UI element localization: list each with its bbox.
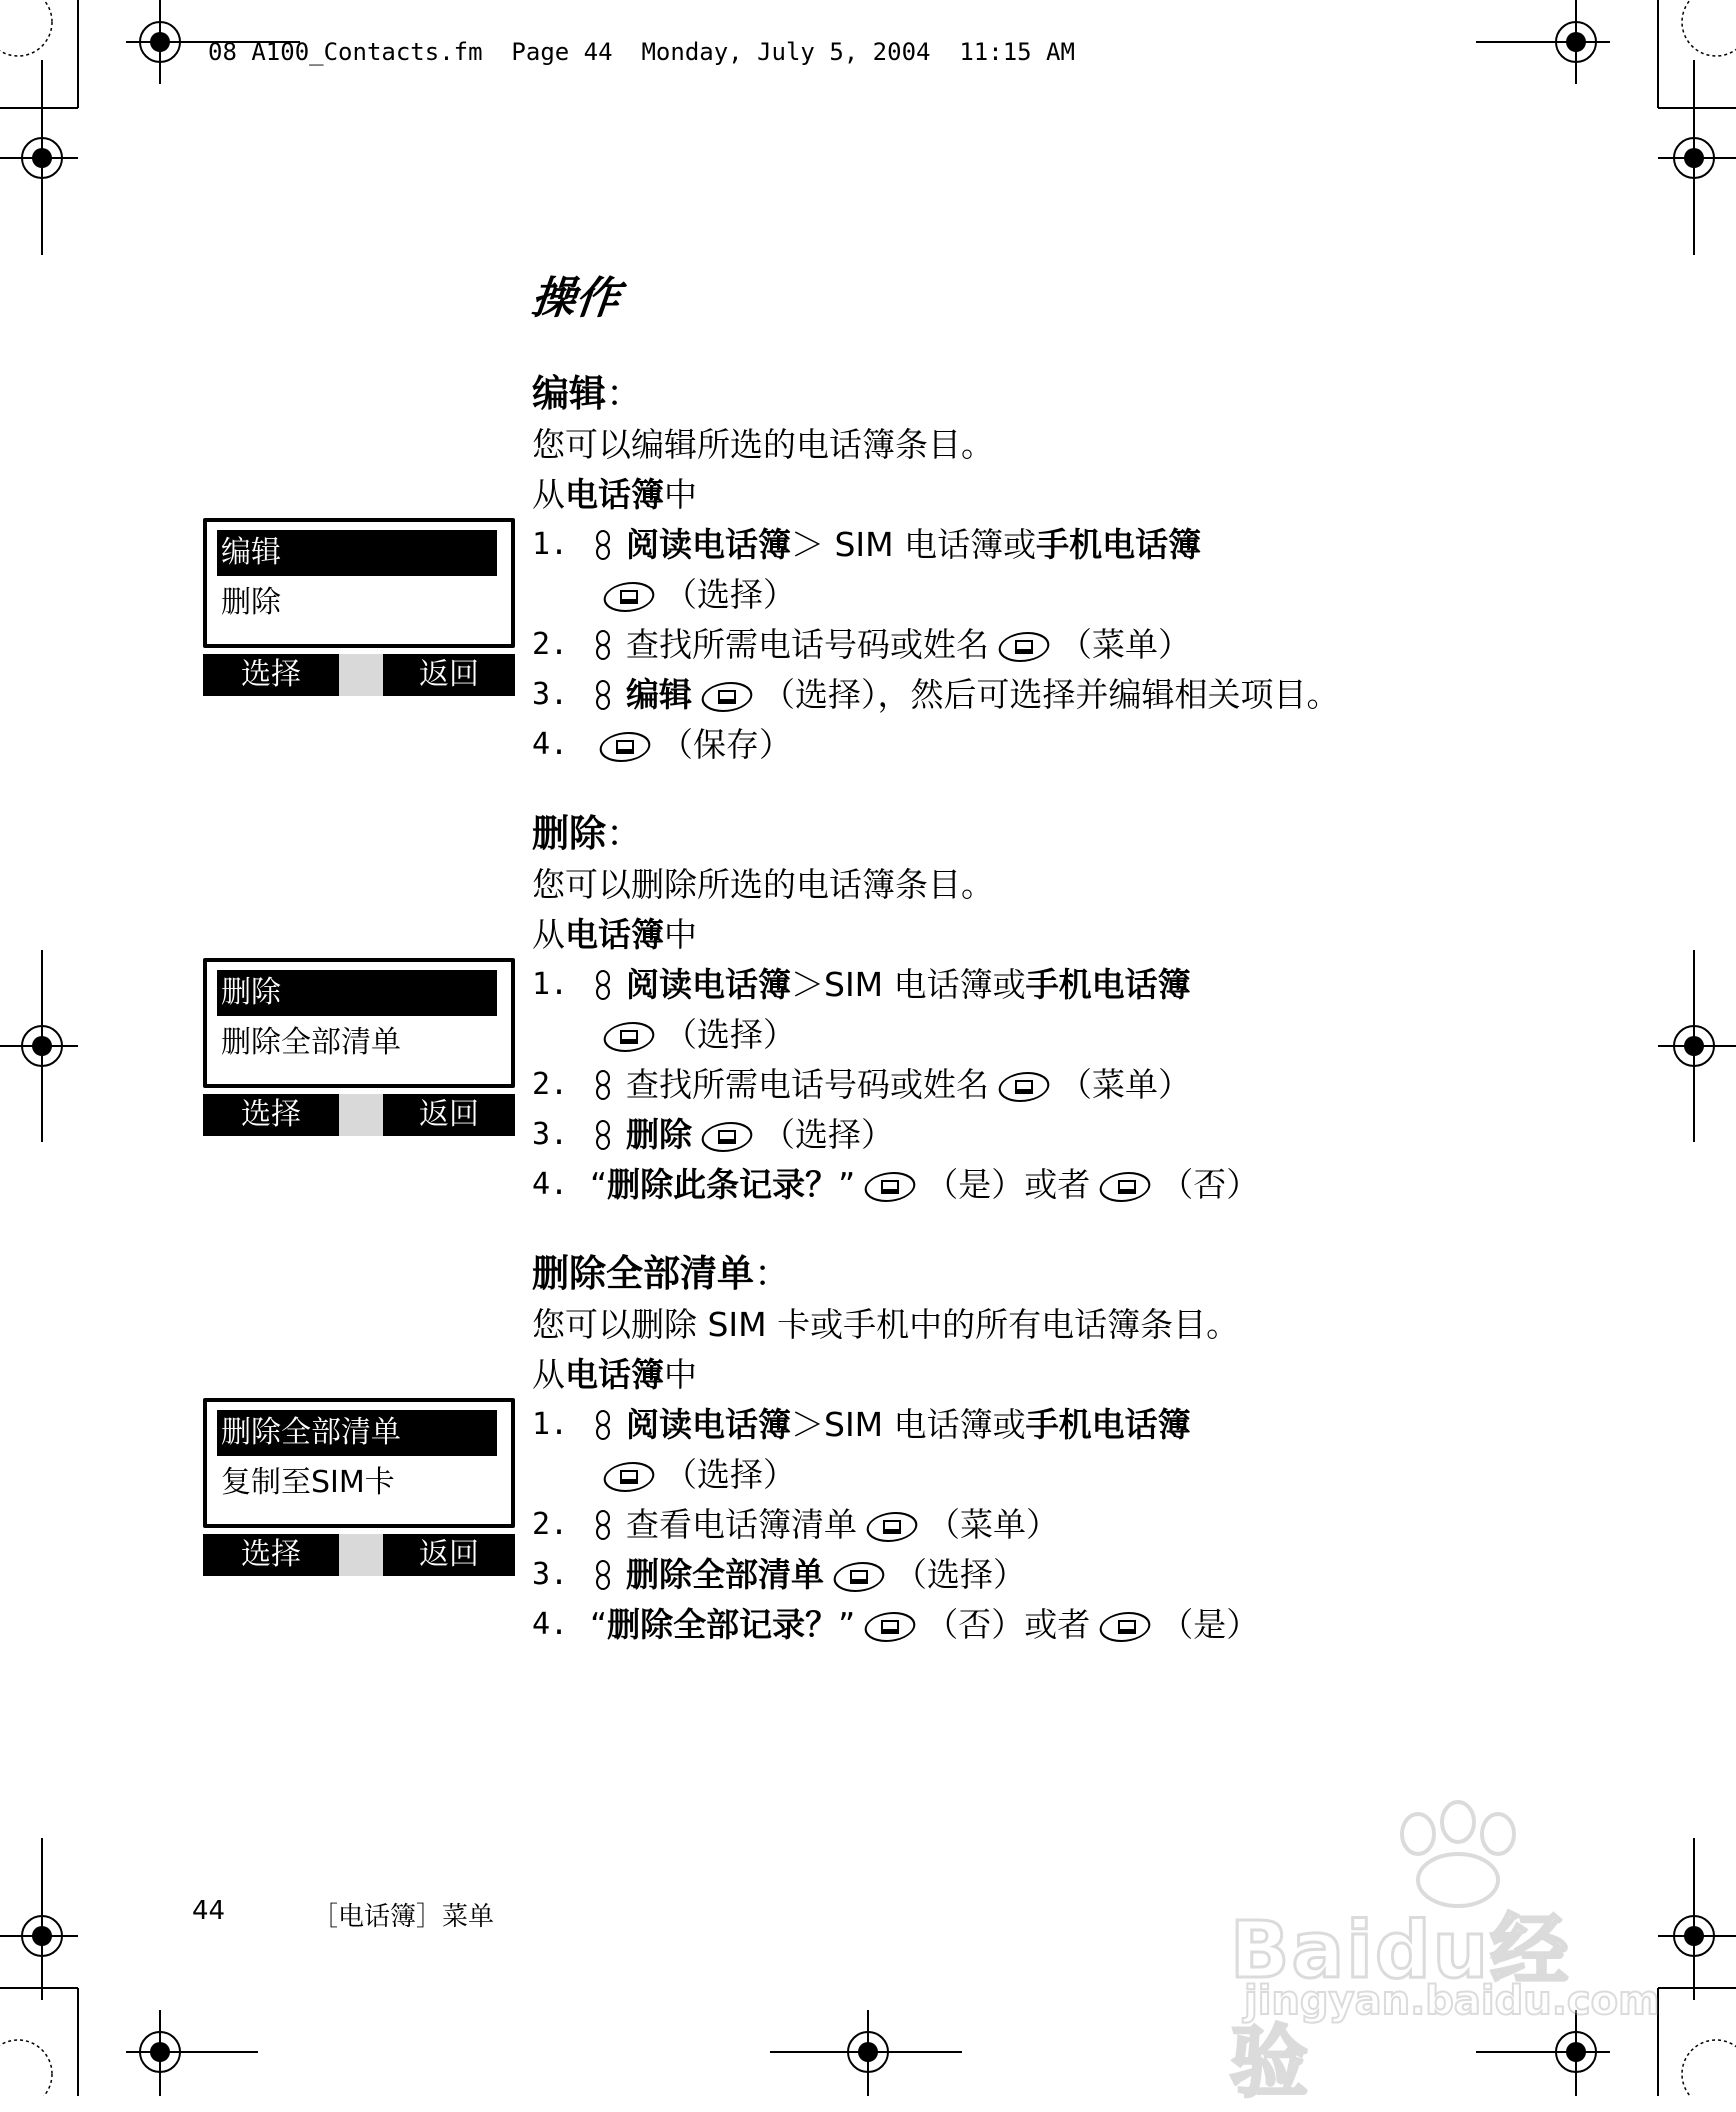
nav-key-icon — [594, 1118, 612, 1152]
section-description: 您可以编辑所选的电话簿条目。 — [532, 425, 994, 464]
nav-key-icon — [594, 1408, 612, 1442]
step: 2. 查找所需电话号码或姓名 （菜单） — [532, 1065, 1191, 1104]
from-line: 从电话簿中 — [532, 475, 697, 514]
step: 1. 阅读电话簿 ＞ SIM 电话簿 或 手机电话簿 — [532, 525, 1202, 564]
step: 1. 阅读电话簿 ＞SIM 电话簿 或 手机电话簿 — [532, 965, 1191, 1004]
from-line: 从电话簿中 — [532, 915, 697, 954]
left-softkey-icon — [865, 1610, 915, 1640]
menu-item: 删除全部清单 — [221, 1025, 401, 1060]
step: 2. 查看电话簿清单 （菜单） — [532, 1505, 1059, 1544]
softkey-select-label: 选择 — [203, 654, 339, 696]
left-softkey-icon — [702, 1120, 752, 1150]
watermark-brand: Baidu经验 — [1230, 1906, 1571, 2108]
nav-key-icon — [594, 968, 612, 1002]
step: 3. 编辑 （选择），然后可选择并编辑相关项目。 — [532, 675, 1340, 714]
footer-section-label: ［电话簿］菜单 — [312, 1902, 495, 1932]
left-softkey-icon — [867, 1510, 917, 1540]
step: 4. “ 删除全部记录？ ” （否）或者 （是） — [532, 1605, 1260, 1644]
step: 3. 删除全部清单 （选择） — [532, 1555, 1026, 1594]
step: 3. 删除 （选择） — [532, 1115, 894, 1154]
right-softkey-icon — [1100, 1170, 1150, 1200]
step: 4. “ 删除此条记录？ ” （是）或者 （否） — [532, 1165, 1260, 1204]
nav-key-icon — [594, 1508, 612, 1542]
left-softkey-icon — [999, 1070, 1049, 1100]
left-softkey-icon — [604, 580, 654, 610]
page-number: 44 — [192, 1896, 226, 1926]
menu-item-selected: 删除 — [217, 970, 497, 1016]
softkey-back-label: 返回 — [383, 654, 515, 696]
softkey-select-label: 选择 — [203, 1534, 339, 1576]
phone-screen-mockup — [203, 1398, 515, 1576]
softkey-back-label: 返回 — [383, 1094, 515, 1136]
menu-item-selected: 编辑 — [217, 530, 497, 576]
menu-item: 复制至SIM卡 — [221, 1465, 395, 1500]
left-softkey-icon — [604, 1460, 654, 1490]
section-delete — [532, 808, 1532, 1210]
nav-key-icon — [594, 678, 612, 712]
section-edit — [532, 368, 1532, 770]
nav-key-icon — [594, 1558, 612, 1592]
menu-item: 删除 — [221, 585, 281, 620]
baidu-watermark — [1230, 1800, 1660, 2108]
section-delete-all — [532, 1248, 1532, 1650]
page-title: 操作 — [528, 273, 623, 324]
phone-screen-mockup — [203, 518, 515, 696]
phone-display — [203, 958, 515, 1088]
nav-key-icon — [594, 1068, 612, 1102]
section-title: 编辑： — [532, 372, 643, 415]
left-softkey-icon — [702, 680, 752, 710]
section-description: 您可以删除 SIM 卡或手机中的所有电话簿条目。 — [532, 1305, 1240, 1344]
phone-screen-mockup — [203, 958, 515, 1136]
left-softkey-icon — [600, 730, 650, 760]
step: 1. 阅读电话簿 ＞SIM 电话簿 或 手机电话簿 — [532, 1405, 1191, 1444]
step: 4. （保存） — [532, 725, 792, 764]
step-continuation: （选择） — [532, 570, 1532, 620]
left-softkey-icon — [834, 1560, 884, 1590]
section-title: 删除全部清单： — [532, 1252, 791, 1295]
step-continuation: （选择） — [532, 1450, 1532, 1500]
phone-display — [203, 518, 515, 648]
section-description: 您可以删除所选的电话簿条目。 — [532, 865, 994, 904]
step-continuation: （选择） — [532, 1010, 1532, 1060]
left-softkey-icon — [865, 1170, 915, 1200]
nav-key-icon — [594, 528, 612, 562]
right-softkey-icon — [1100, 1610, 1150, 1640]
step: 2. 查找所需电话号码或姓名 （菜单） — [532, 625, 1191, 664]
softkey-select-label: 选择 — [203, 1094, 339, 1136]
from-line: 从电话簿中 — [532, 1355, 697, 1394]
softkey-back-label: 返回 — [383, 1534, 515, 1576]
nav-key-icon — [594, 628, 612, 662]
section-title: 删除： — [532, 812, 643, 855]
phone-display — [203, 1398, 515, 1528]
left-softkey-icon — [999, 630, 1049, 660]
menu-item-selected: 删除全部清单 — [217, 1410, 497, 1456]
watermark-url: jingyan.baidu.com — [1244, 1978, 1660, 2024]
left-softkey-icon — [604, 1020, 654, 1050]
print-header: 08 A100_Contacts.fm Page 44 Monday, July 5, 2004 11:15 AM — [208, 38, 1075, 66]
